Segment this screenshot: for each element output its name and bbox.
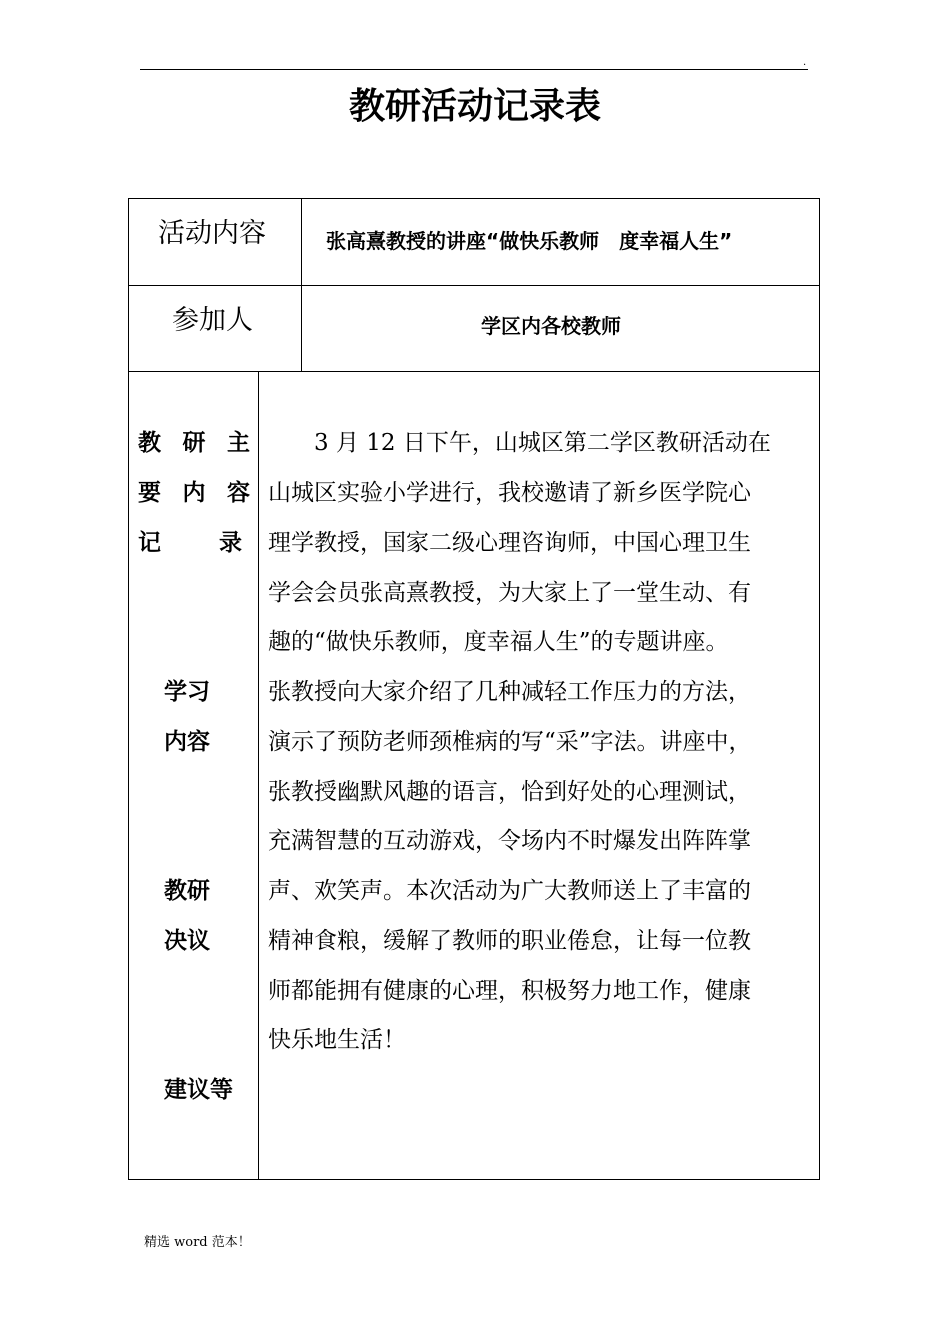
side-label-row-2 bbox=[138, 478, 250, 508]
study-label-line-2: 内容 bbox=[164, 729, 210, 755]
record-line: 趣的“做快乐教师，度幸福人生”的专题讲座。 bbox=[268, 629, 729, 655]
side-label-char: 记 bbox=[138, 530, 161, 556]
participants-value: 学区内各校教师 bbox=[481, 314, 621, 338]
side-label-row-3 bbox=[138, 528, 242, 558]
decision-label-line-1: 教研 bbox=[164, 878, 210, 904]
record-line: 理学教授，国家二级心理咨询师，中国心理卫生 bbox=[268, 530, 751, 556]
table-divider-col-top bbox=[301, 198, 302, 372]
activity-content-label: 活动内容 bbox=[158, 218, 266, 249]
side-label-char: 内 bbox=[182, 480, 206, 506]
record-line: 精神食粮，缓解了教师的职业倦怠，让每一位教 bbox=[268, 928, 751, 954]
header-mark: . bbox=[803, 57, 807, 68]
side-label-char: 录 bbox=[219, 530, 242, 556]
footer-note: 精选 word 范本！ bbox=[144, 1235, 251, 1250]
side-label-char: 要 bbox=[138, 480, 161, 506]
record-line: 张教授向大家介绍了几种减轻工作压力的方法， bbox=[268, 679, 751, 705]
table-border-left bbox=[128, 198, 129, 1180]
table-border-right bbox=[819, 198, 820, 1180]
study-label-line-1: 学习 bbox=[164, 679, 210, 705]
table-divider-row2 bbox=[128, 371, 820, 372]
record-line: 声、欢笑声。本次活动为广大教师送上了丰富的 bbox=[268, 878, 751, 904]
table-border-top bbox=[128, 198, 820, 199]
record-line: 师都能拥有健康的心理，积极努力地工作，健康 bbox=[268, 978, 751, 1004]
decision-label-line-2: 决议 bbox=[164, 928, 210, 954]
side-label-row-1 bbox=[138, 428, 250, 458]
activity-content-value: 张高熹教授的讲座“做快乐教师 度幸福人生” bbox=[326, 229, 733, 253]
side-label-char: 主 bbox=[227, 430, 250, 456]
record-line: 学会会员张高熹教授，为大家上了一堂生动、有 bbox=[268, 580, 751, 606]
table-border-bottom bbox=[128, 1179, 820, 1180]
side-label-char: 容 bbox=[227, 480, 250, 506]
side-label-char: 研 bbox=[182, 430, 206, 456]
header-rule bbox=[140, 69, 808, 70]
record-line: 张教授幽默风趣的语言，恰到好处的心理测试， bbox=[268, 779, 751, 805]
side-label-char: 教 bbox=[138, 430, 161, 456]
record-line: 充满智慧的互动游戏，令场内不时爆发出阵阵掌 bbox=[268, 828, 751, 854]
record-line: 山城区实验小学进行，我校邀请了新乡医学院心 bbox=[268, 480, 751, 506]
suggestion-label: 建议等 bbox=[164, 1077, 233, 1103]
table-divider-col-bottom bbox=[258, 371, 259, 1180]
record-line: 演示了预防老师颈椎病的写“采”字法。讲座中， bbox=[268, 729, 752, 755]
table-divider-row1 bbox=[128, 285, 820, 286]
record-line: 3 月 12 日下午，山城区第二学区教研活动在 bbox=[268, 430, 771, 456]
record-line: 快乐地生活！ bbox=[268, 1027, 406, 1053]
page-title: 教研活动记录表 bbox=[348, 86, 601, 127]
participants-label: 参加人 bbox=[172, 305, 253, 336]
